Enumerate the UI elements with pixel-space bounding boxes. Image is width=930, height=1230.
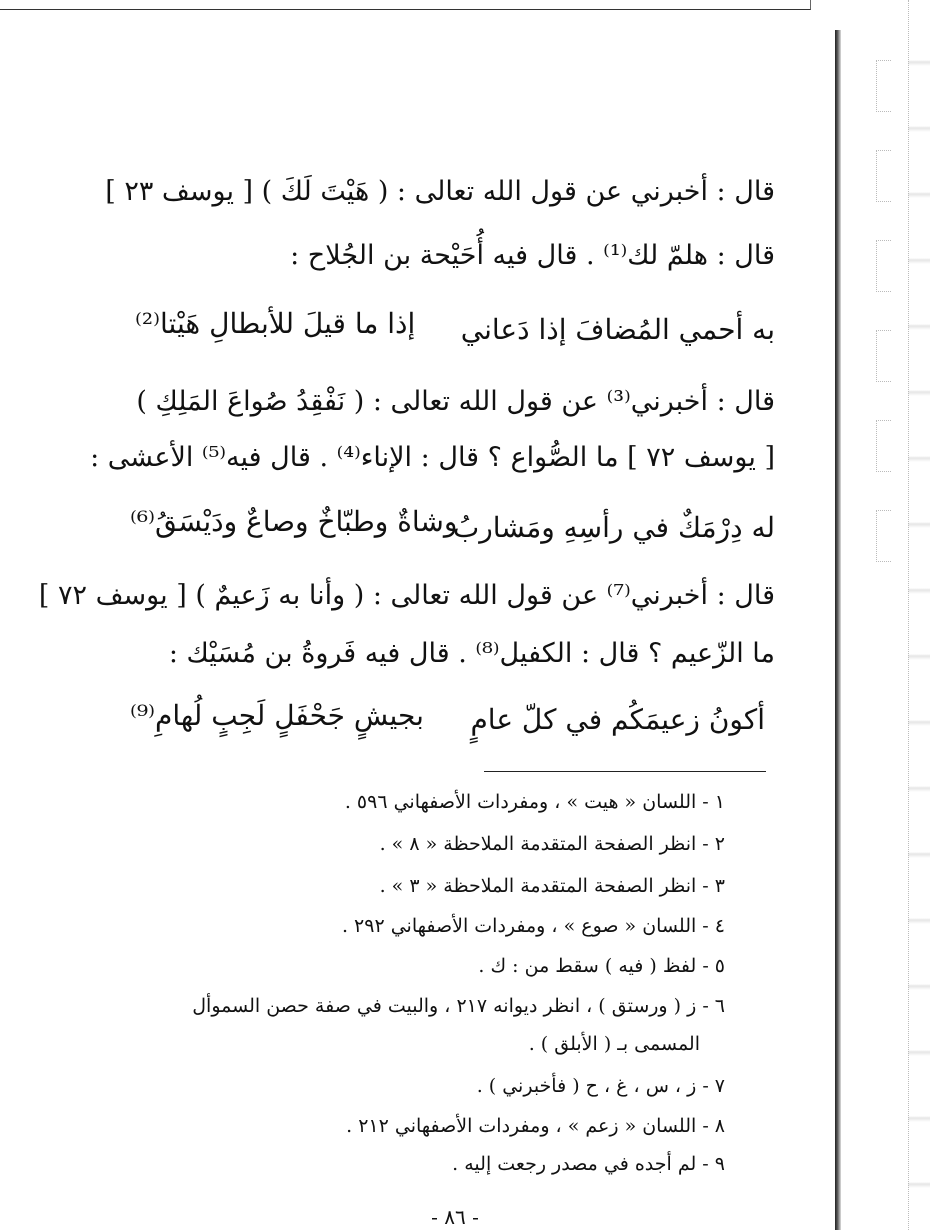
top-rule — [0, 0, 811, 10]
verse-hemistich-first: به أحمي المُضافَ إذا دَعاني — [460, 313, 775, 346]
body-line: [ يوسف ٧٢ ] ما الصُّواع ؟ قال : الإناء⁽⁴⁾ . قال فيه⁽⁵⁾ الأعشى : — [90, 442, 775, 473]
footnote: ٦ - ز ( ورستق ) ، انظر ديوانه ٢١٧ ، والبيت في صفة حصن السموأل — [192, 995, 725, 1017]
body-line: قال : أخبرني⁽⁷⁾ عن قول الله تعالى : ( وأنا به زَعيمٌ ) [ يوسف ٧٢ ] — [38, 580, 775, 611]
footnote: ٧ - ز ، س ، غ ، ح ( فأخبرني ) . — [476, 1075, 725, 1097]
body-line: قال : أخبرني⁽³⁾ عن قول الله تعالى : ( نَفْقِدُ صُواعَ المَلِكِ ) — [136, 386, 775, 417]
edge-mark — [876, 60, 891, 112]
footnote: ٢ - انظر الصفحة المتقدمة الملاحظة « ٨ » . — [379, 833, 725, 855]
edge-mark — [876, 330, 891, 382]
verse-hemistich-second: بجيشٍ جَحْفَلٍ لَجِبٍ لُهامِ⁽⁹⁾ — [130, 699, 424, 732]
footnote: ٣ - انظر الصفحة المتقدمة الملاحظة « ٣ » . — [379, 875, 725, 897]
edge-mark — [876, 150, 891, 202]
footnote-separator — [484, 771, 766, 772]
footnote: ١ - اللسان « هيت » ، ومفردات الأصفهاني ٥٩٦ . — [344, 791, 725, 813]
page-number: - ٨٦ - — [431, 1205, 479, 1229]
body-line: قال : هلمّ لك⁽¹⁾ . قال فيه أُحَيْحة بن الجُلاح : — [290, 240, 775, 271]
verse-hemistich-second: وشاةٌ وطبّاخٌ وصاعٌ ودَيْسَقُ⁽⁶⁾ — [130, 505, 458, 538]
footnote: ٤ - اللسان « صوع » ، ومفردات الأصفهاني ٢٩٢ . — [341, 915, 725, 937]
binding-shadow — [835, 30, 841, 1230]
body-line: قال : أخبرني عن قول الله تعالى : ( هَيْتَ لَكَ ) [ يوسف ٢٣ ] — [105, 176, 775, 207]
footnote: ٨ - اللسان « زعم » ، ومفردات الأصفهاني ٢١٢ . — [346, 1115, 725, 1137]
footnote: ٩ - لم أجده في مصدر رجعت إليه . — [452, 1153, 725, 1175]
footnote: ٥ - لفظ ( فيه ) سقط من : ك . — [478, 955, 725, 977]
body-line: ما الزّعيم ؟ قال : الكفيل⁽⁸⁾ . قال فيه فَروةُ بن مُسَيْك : — [168, 638, 775, 669]
edge-mark — [876, 240, 891, 292]
footnote-continuation: المسمى بـ ( الأبلق ) . — [528, 1033, 700, 1055]
verse-hemistich-first: له دِرْمَكٌ في رأسِهِ ومَشاربُ — [452, 511, 775, 544]
page-edge — [908, 0, 930, 1230]
verse-hemistich-second: إذا ما قيلَ للأبطالِ هَيْتا⁽²⁾ — [135, 307, 416, 340]
verse-hemistich-first: أكونُ زعيمَكُم في كلّ عامٍ — [470, 703, 765, 736]
edge-mark — [876, 420, 891, 472]
edge-mark — [876, 510, 891, 562]
